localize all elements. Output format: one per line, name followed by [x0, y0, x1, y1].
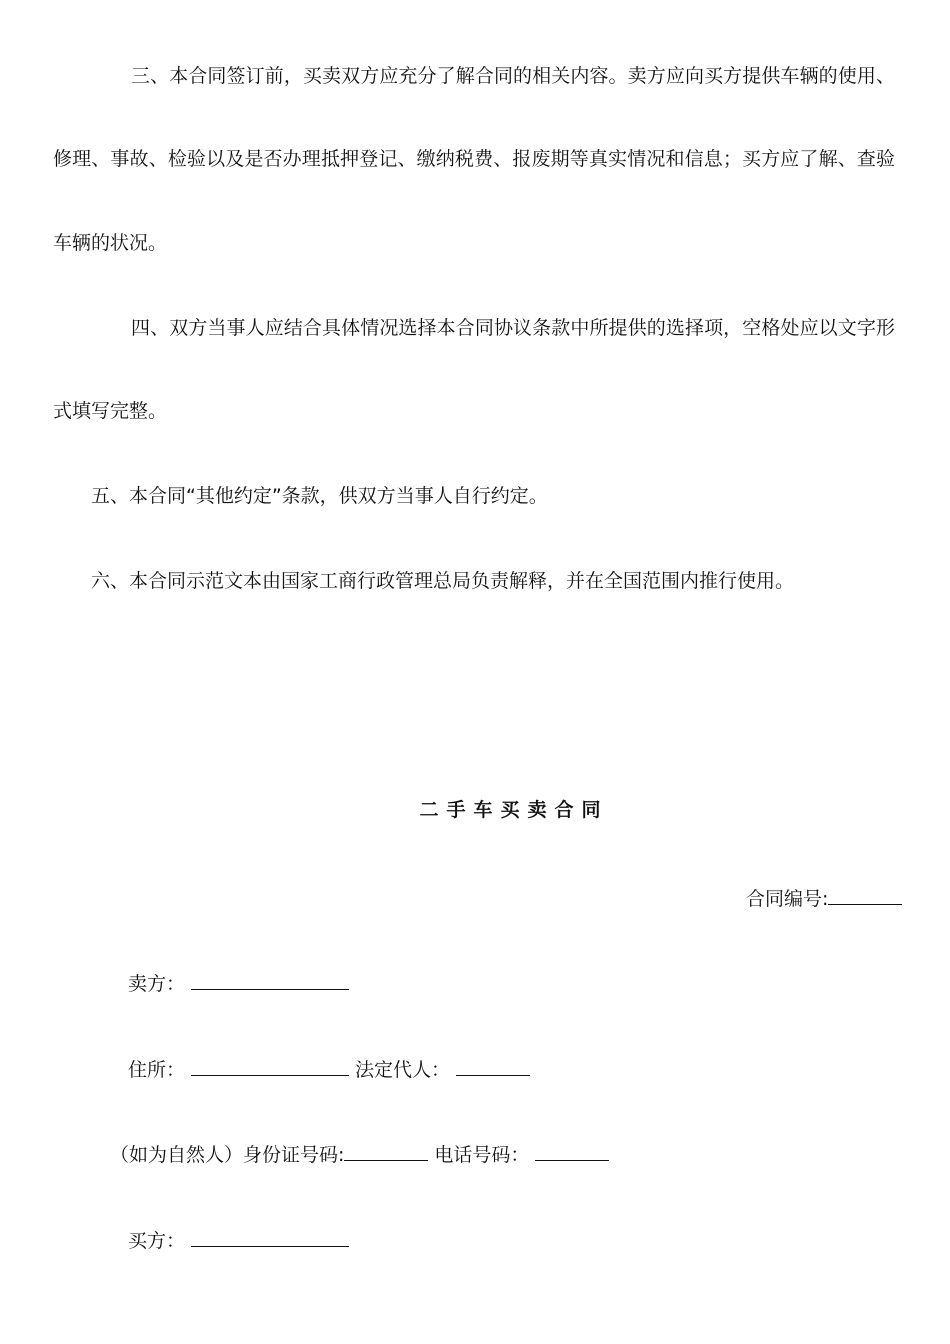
buyer-label: 买方：: [128, 1230, 186, 1252]
contract-number-blank[interactable]: [828, 885, 902, 905]
clause-5: 五、本合同“其他约定”条款，供双方当事人自行约定。: [91, 485, 548, 507]
buyer-blank[interactable]: [191, 1227, 349, 1247]
legal-rep-blank[interactable]: [456, 1056, 530, 1076]
clause-3-line-2: 修理、事故、检验以及是否办理抵押登记、缴纳税费、报废期等真实情况和信息；买方应了解、查验: [53, 148, 895, 170]
clause-3-line-1: 三、本合同签订前，买卖双方应充分了解合同的相关内容。卖方应向买方提供车辆的使用、: [131, 65, 895, 87]
id-phone-row: [110, 1141, 609, 1167]
id-label: （如为自然人）身份证号码:: [110, 1144, 345, 1166]
clause-4-line-1: 四、双方当事人应结合具体情况选择本合同协议条款中所提供的选择项，空格处应以文字形: [131, 317, 895, 339]
seller-blank[interactable]: [191, 970, 349, 990]
address-row: [128, 1056, 530, 1082]
phone-label: 电话号码：: [434, 1144, 530, 1166]
legal-rep-label: 法定代人：: [355, 1059, 451, 1081]
address-blank[interactable]: [191, 1056, 349, 1076]
address-label: 住所：: [128, 1059, 186, 1081]
buyer-row: [128, 1227, 349, 1253]
contract-number-row: [746, 885, 902, 911]
phone-blank[interactable]: [535, 1141, 609, 1161]
seller-label: 卖方：: [128, 973, 186, 995]
clause-4-line-2: 式填写完整。: [53, 400, 168, 422]
contract-number-label: 合同编号:: [746, 888, 829, 910]
seller-row: [128, 970, 349, 996]
clause-6: 六、本合同示范文本由国家工商行政管理总局负责解释，并在全国范围内推行使用。: [91, 570, 795, 592]
contract-title: 二手车买卖合同: [419, 799, 609, 821]
id-blank[interactable]: [344, 1141, 428, 1161]
clause-3-line-3: 车辆的状况。: [53, 232, 168, 254]
